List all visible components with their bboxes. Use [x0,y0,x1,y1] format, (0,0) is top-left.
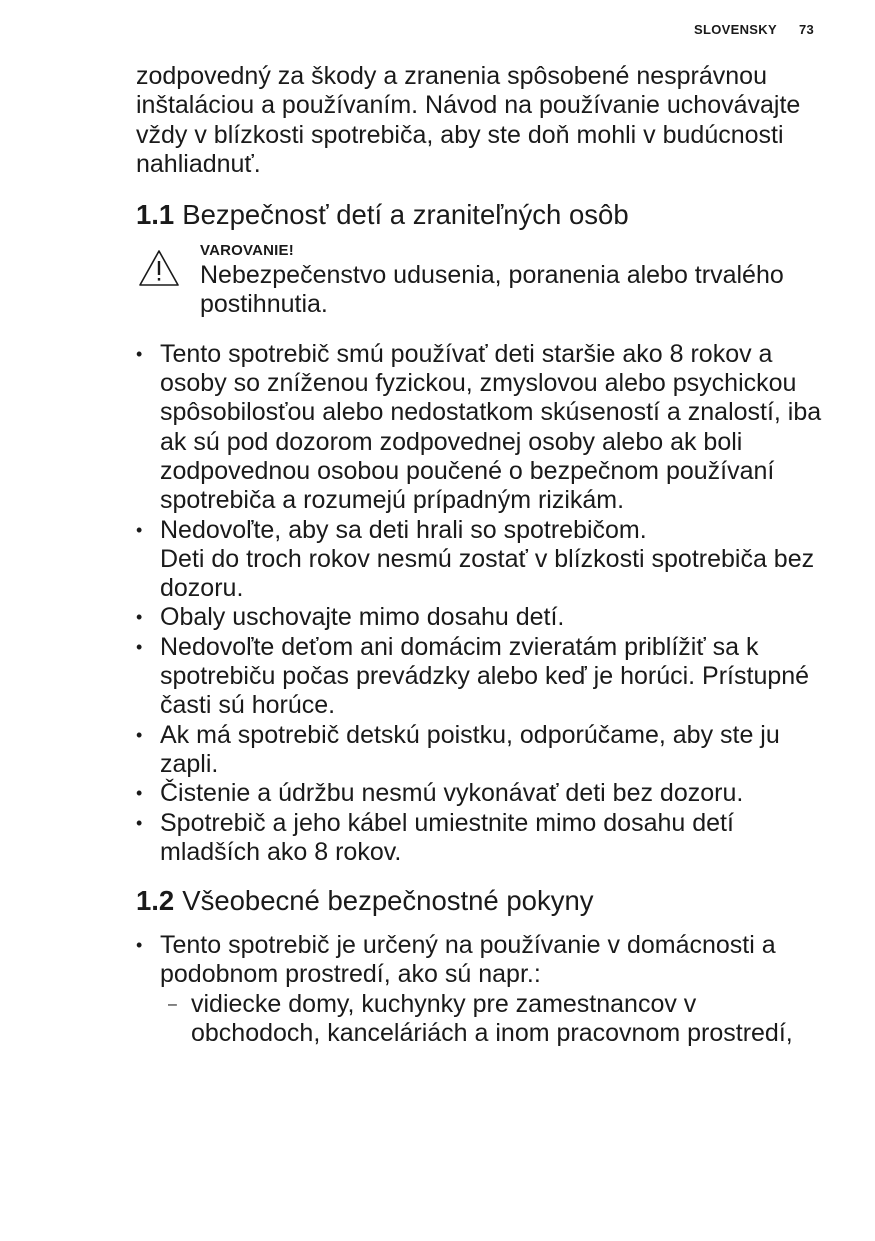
intro-paragraph: zodpovedný za škody a zranenia spôsobené nesprávnou inštaláciou a používaním. Návod na používanie uchovávajte vždy v blízkosti spotrebiča, aby ste doň mohli v budúcnosti nahliadnuť. [136,62,801,178]
list-item-text: Tento spotrebič je určený na používanie v domácnosti a podobnom prostredí, ako sú napr.: [160,931,776,989]
section-heading-1-1 [136,199,826,231]
section-title: Všeobecné bezpečnostné pokyny [182,885,594,917]
section-number: 1.2 [136,885,175,917]
warning-box [136,241,826,320]
list-item-line: Nedovoľte, aby sa deti hrali so spotrebičom. [160,515,647,544]
list-item-line: Deti do troch rokov nesmú zostať v blízkosti spotrebiča bez dozoru. [160,544,815,603]
list-item: • Spotrebič a jeho kábel umiestnite mimo dosahu detí mladších ako 8 rokov. [136,809,826,868]
warning-label: VAROVANIE! [200,242,294,260]
list-item: • Nedovoľte deťom ani domácim zvieratám priblížiť sa k spotrebiču počas prevádzky alebo keď je horúci. Prístupné časti sú horúce. [136,633,826,721]
list-item [136,516,826,604]
list-item [136,931,826,1048]
warning-triangle-icon [138,249,180,287]
list-item: • Čistenie a údržbu nesmú vykonávať deti bez dozoru. [136,779,826,808]
general-safety-list [136,931,826,1048]
section-number: 1.1 [136,199,175,231]
section-title: Bezpečnosť detí a zraniteľných osôb [182,199,629,231]
child-safety-list [136,340,826,867]
section-heading-1-2 [136,885,826,917]
list-item: • Tento spotrebič smú používať deti staršie ako 8 rokov a osoby so zníženou fyzickou, zmyslovou alebo psychickou spôsobilosťou alebo nedostatkom skúseností a znalostí, iba ak sú pod dozorom zodpovednej osoby alebo ak boli zodpovednou osobou poučené o bezpečnom používaní spotrebiča a rozumejú prípadným rizikám. [136,340,826,516]
list-item: • Ak má spotrebič detskú poistku, odporúčame, aby ste ju zapli. [136,721,826,780]
header-language: SLOVENSKY [694,22,777,37]
warning-text: Nebezpečenstvo udusenia, poranenia alebo trvalého postihnutia. [200,261,784,319]
sub-list-item: – vidiecke domy, kuchynky pre zamestnancov v obchodoch, kanceláriách a inom pracovnom prostredí, [160,990,826,1049]
page-header [694,22,814,37]
page-content [136,62,826,1048]
list-item: • Obaly uschovajte mimo dosahu detí. [136,603,826,632]
page-number: 73 [798,22,814,37]
sub-list [160,990,826,1049]
